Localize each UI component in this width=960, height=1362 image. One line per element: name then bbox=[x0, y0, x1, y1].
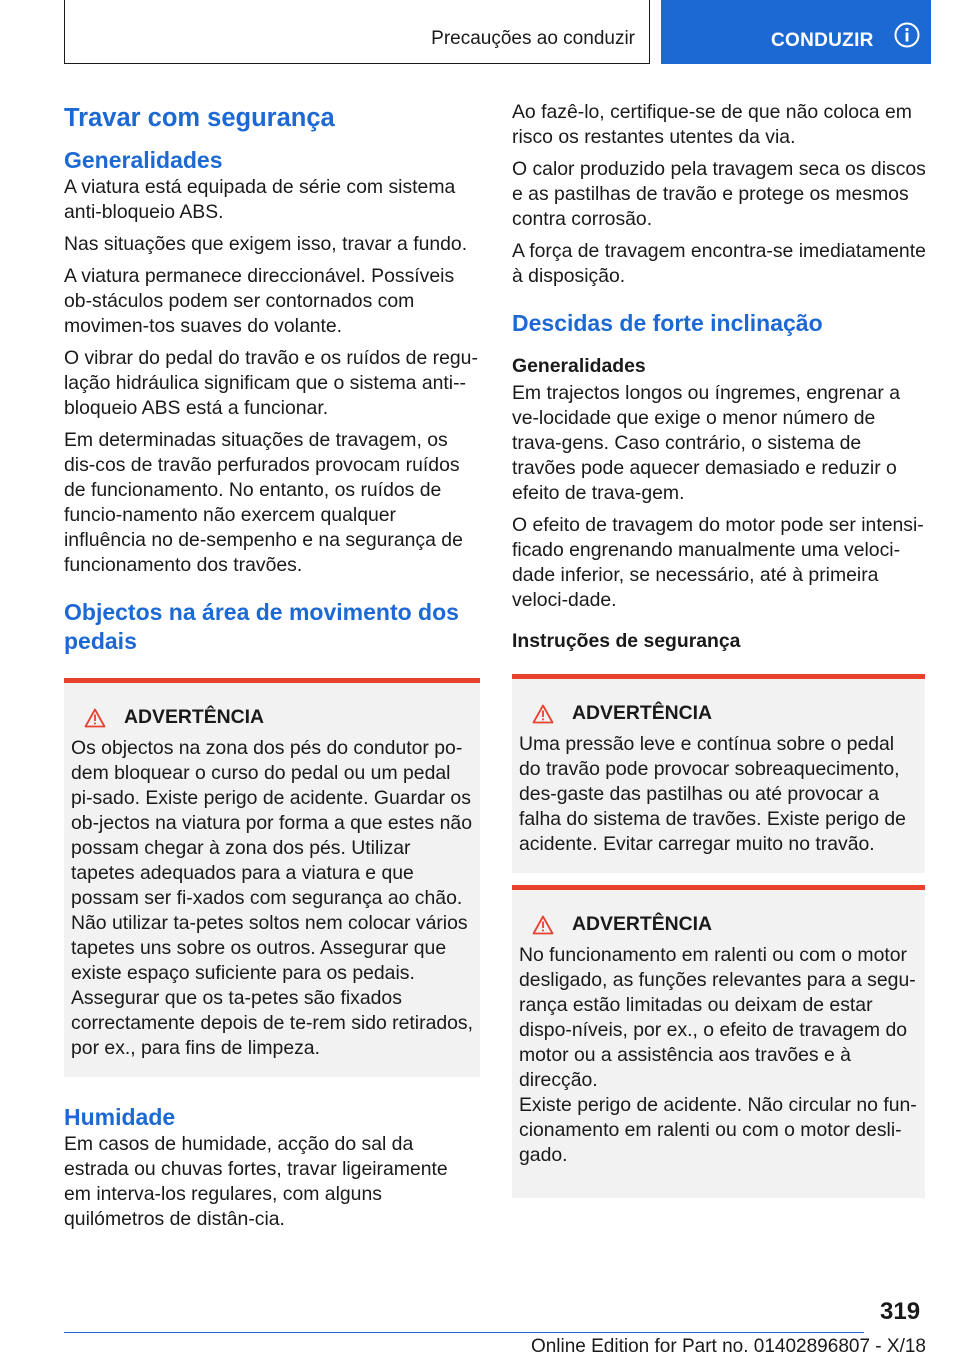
paragraph: Ao fazê-lo, certifique-se de que não coloca em risco os restantes utentes da via. bbox=[512, 101, 912, 148]
footer-divider bbox=[64, 1332, 864, 1333]
paragraph: A força de travagem encontra-se imediatamente à disposição. bbox=[512, 240, 926, 287]
paragraph: O vibrar do pedal do travão e os ruídos de regu‐lação hidráulica significam que o sistema anti‐-bloqueio ABS está a funcionar. bbox=[64, 347, 478, 419]
warning-triangle-icon bbox=[532, 915, 554, 935]
left-column bbox=[64, 100, 480, 1239]
warning-triangle-icon bbox=[84, 708, 106, 728]
paragraph: Em trajectos longos ou íngremes, engrenar a ve‐locidade que exige o menor número de trava‐gens. Caso contrário, o sistema de travões pode aquecer demasiado e reduzir o efeito de trava‐gem. bbox=[512, 382, 901, 504]
paragraph: A viatura permanece direccionável. Possíveis ob‐stáculos podem ser contornados com movimen‐tos suaves do volante. bbox=[64, 265, 455, 337]
paragraph: Em casos de humidade, acção do sal da estrada ou chuvas fortes, travar ligeiramente em interva‐los regulares, com alguns quilómetros de distân‐cia. bbox=[64, 1133, 448, 1230]
right-column bbox=[512, 100, 928, 1198]
warning-box bbox=[512, 885, 925, 1198]
chapter-title[interactable]: CONDUZIR bbox=[771, 30, 874, 51]
paragraph: Nas situações que exigem isso, travar a fundo. bbox=[64, 233, 468, 255]
warning-text: Existe perigo de acidente. Não circular no fun‐cionamento em ralenti ou com o motor desli‐gado. bbox=[519, 1094, 917, 1166]
warning-header bbox=[71, 705, 473, 730]
warning-triangle-icon bbox=[532, 704, 554, 724]
paragraph: O efeito de travagem do motor pode ser intensi‐ficado engrenando manualmente uma veloci‐dade inferior, se necessário, até à primeira veloci‐dade. bbox=[512, 514, 924, 611]
paragraph: O calor produzido pela travagem seca os discos e as pastilhas de travão e protege os mesmos contra corrosão. bbox=[512, 158, 926, 230]
warning-header bbox=[519, 912, 918, 937]
subheading-general: Generalidades bbox=[512, 355, 646, 377]
paragraph: A viatura está equipada de série com sistema anti-bloqueio ABS. bbox=[64, 176, 456, 223]
heading-general: Generalidades bbox=[64, 147, 223, 173]
page-number: 319 bbox=[880, 1298, 921, 1325]
warning-box bbox=[64, 678, 480, 1077]
heading-objects-pedals: Objectos na área de movimento dos pedais bbox=[64, 599, 459, 654]
header-section bbox=[64, 0, 650, 64]
paragraph: Em determinadas situações de travagem, os dis‐cos de travão perfurados provocam ruídos de funcionamento. No entanto, os ruídos de funcio‐namento não exercem qualquer influência no de‐sempenho e na segurança de funcionamento dos travões. bbox=[64, 429, 463, 576]
info-icon[interactable] bbox=[894, 22, 920, 53]
header-chapter[interactable] bbox=[661, 0, 931, 64]
heading-steep-descents: Descidas de forte inclinação bbox=[512, 310, 823, 336]
warning-header bbox=[519, 701, 918, 726]
section-title: Precauções ao conduzir bbox=[431, 28, 635, 49]
warning-label: ADVERTÊNCIA bbox=[572, 913, 713, 935]
warning-text: Uma pressão leve e contínua sobre o pedal do travão pode provocar sobreaquecimento, des‐gaste das pastilhas ou até provocar a falha do sistema de travões. Existe perigo de acidente. Evitar carregar muito no travão. bbox=[519, 733, 906, 855]
footer-edition: Online Edition for Part no. 01402896807 - X/18 bbox=[530, 1336, 926, 1357]
warning-text: No funcionamento em ralenti ou com o motor desligado, as funções relevantes para a segu‐rança estão limitadas ou deixam de estar dispo‐níveis, por ex., o efeito de travagem do motor ou a assistência aos travões e à direcção. bbox=[519, 944, 916, 1091]
heading-humidity: Humidade bbox=[64, 1104, 176, 1130]
warning-label: ADVERTÊNCIA bbox=[124, 706, 265, 728]
warning-label: ADVERTÊNCIA bbox=[572, 702, 713, 724]
subheading-safety-instructions: Instruções de segurança bbox=[512, 630, 741, 652]
warning-text: Os objectos na zona dos pés do condutor po‐dem bloquear o curso do pedal ou um pedal pi‐sado. Existe perigo de acidente. Guardar os ob‐jectos na viatura por forma a que estes não possam chegar à zona dos pés. Utilizar tapetes adequados para a viatura e que possam ser fi‐xados com segurança ao chão. Não utilizar ta‐petes soltos nem colocar vários tapetes uns sobre os outros. Assegurar que existe espaço suficiente para os pedais. Assegurar que os ta‐petes são fixados correctamente depois de te‐rem sido retirados, por ex., para fins de limpeza. bbox=[71, 737, 474, 1059]
section-heading-braking: Travar com segurança bbox=[64, 104, 335, 132]
warning-box bbox=[512, 674, 925, 873]
